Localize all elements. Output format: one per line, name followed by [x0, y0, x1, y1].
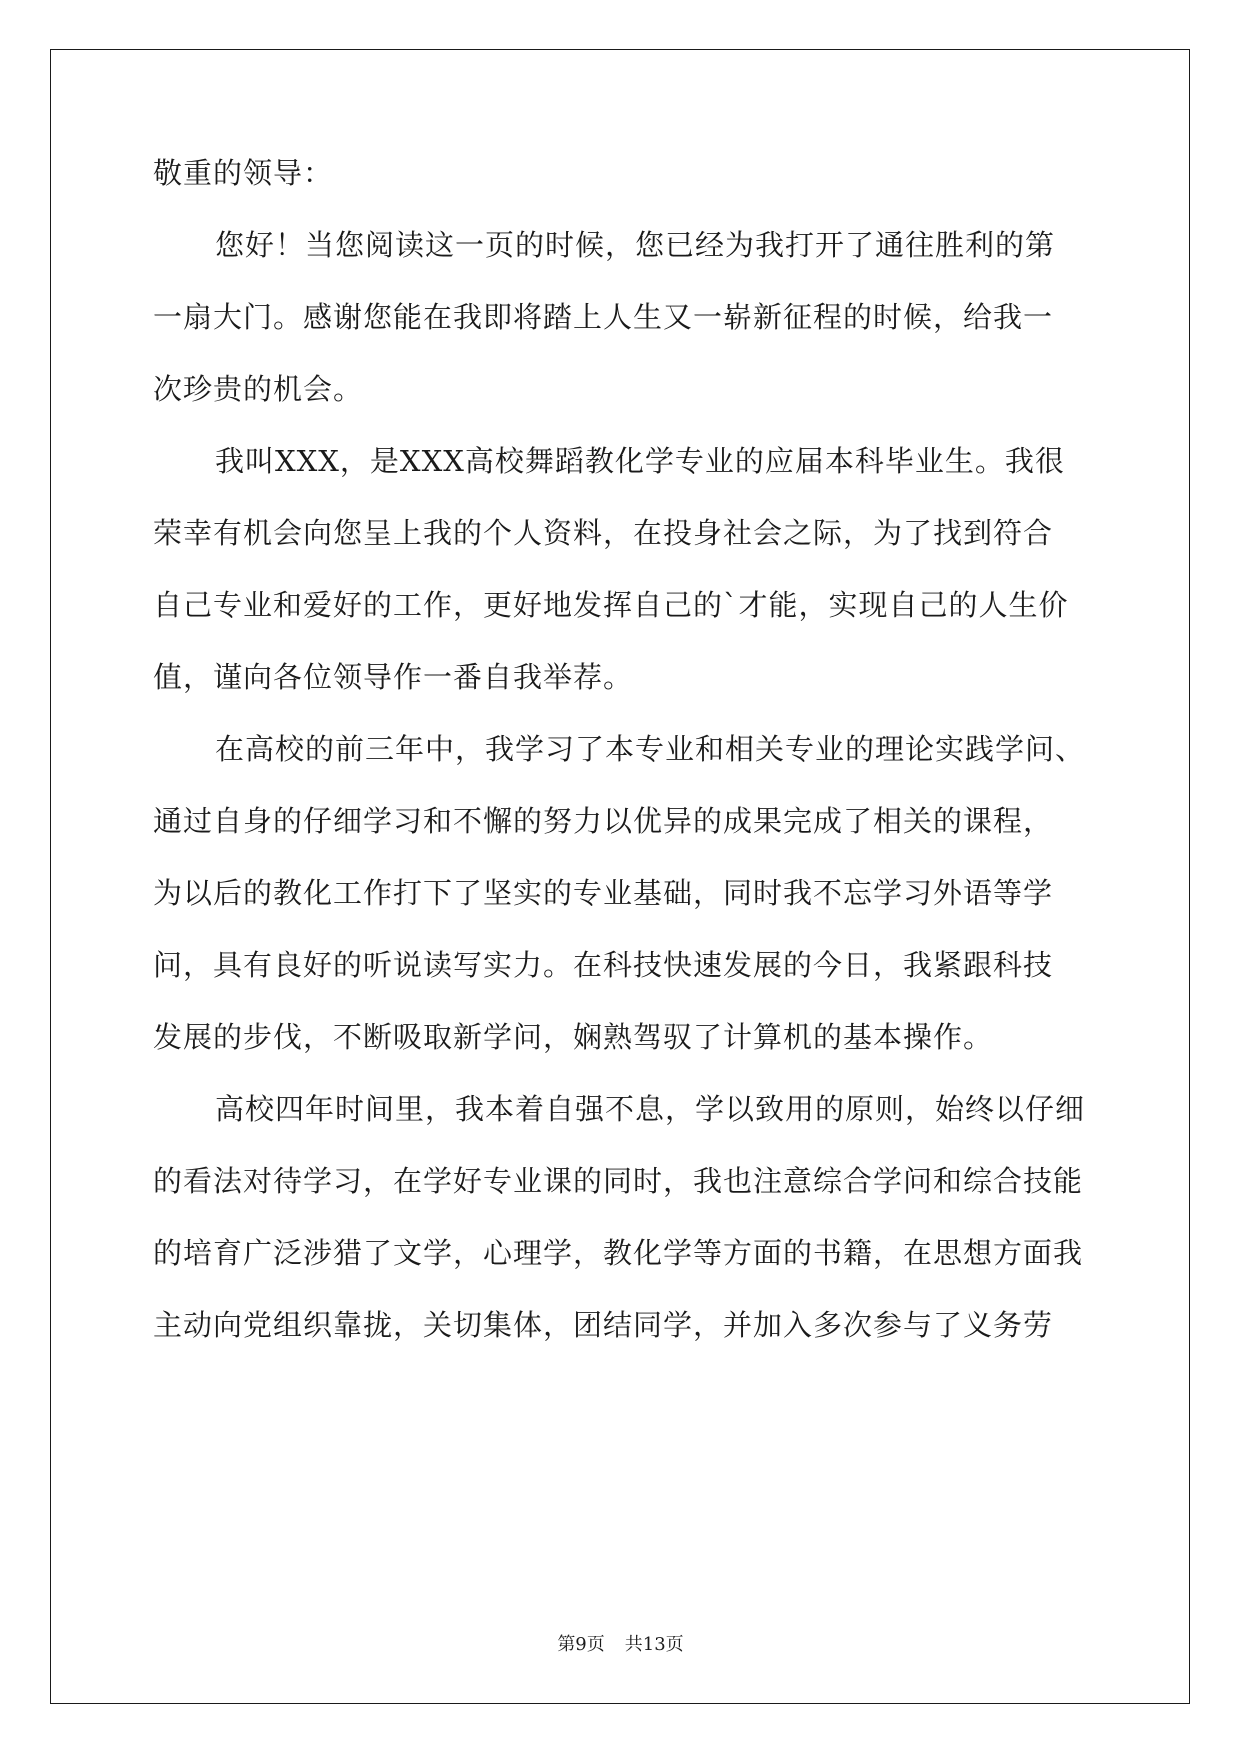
page-footer — [0, 1630, 1241, 1656]
paragraph-line: 值，谨向各位领导作一番自我举荐。 — [153, 660, 634, 694]
paragraph-line: 高校四年时间里，我本着自强不息，学以致用的原则，始终以仔细 — [215, 1092, 1086, 1126]
paragraph-line: 荣幸有机会向您呈上我的个人资料，在投身社会之际，为了找到符合 — [153, 516, 1054, 550]
paragraph-line: 发展的步伐，不断吸取新学问，娴熟驾驭了计算机的基本操作。 — [153, 1020, 994, 1054]
paragraph-line: 为以后的教化工作打下了坚实的专业基础，同时我不忘学习外语等学 — [153, 876, 1054, 910]
page-total: 共13页 — [624, 1634, 684, 1655]
paragraph-line: 主动向党组织靠拢，关切集体，团结同学，并加入多次参与了义务劳 — [153, 1308, 1054, 1342]
paragraph-line: 的看法对待学习，在学好专业课的同时，我也注意综合学问和综合技能 — [153, 1164, 1084, 1198]
paragraph-line: 自己专业和爱好的工作，更好地发挥自己的`才能，实现自己的人生价 — [153, 588, 1069, 622]
paragraph-line: 问，具有良好的听说读写实力。在科技快速发展的今日，我紧跟科技 — [153, 948, 1054, 982]
paragraph-line: 通过自身的仔细学习和不懈的努力以优异的成果完成了相关的课程， — [153, 804, 1054, 838]
paragraph-line: 我叫XXX，是XXX高校舞蹈教化学专业的应届本科毕业生。我很 — [215, 444, 1065, 478]
salutation: 敬重的领导： — [153, 156, 334, 190]
paragraph-line: 次珍贵的机会。 — [153, 372, 364, 406]
paragraph-line: 一扇大门。感谢您能在我即将踏上人生又一崭新征程的时候，给我一 — [153, 300, 1054, 334]
paragraph-line: 在高校的前三年中，我学习了本专业和相关专业的理论实践学问、 — [215, 732, 1086, 766]
paragraph-line: 您好！当您阅读这一页的时候，您已经为我打开了通往胜利的第 — [215, 228, 1056, 262]
paragraph-line: 的培育广泛涉猎了文学，心理学，教化学等方面的书籍，在思想方面我 — [153, 1236, 1084, 1270]
page-number: 第9页 — [557, 1634, 605, 1655]
